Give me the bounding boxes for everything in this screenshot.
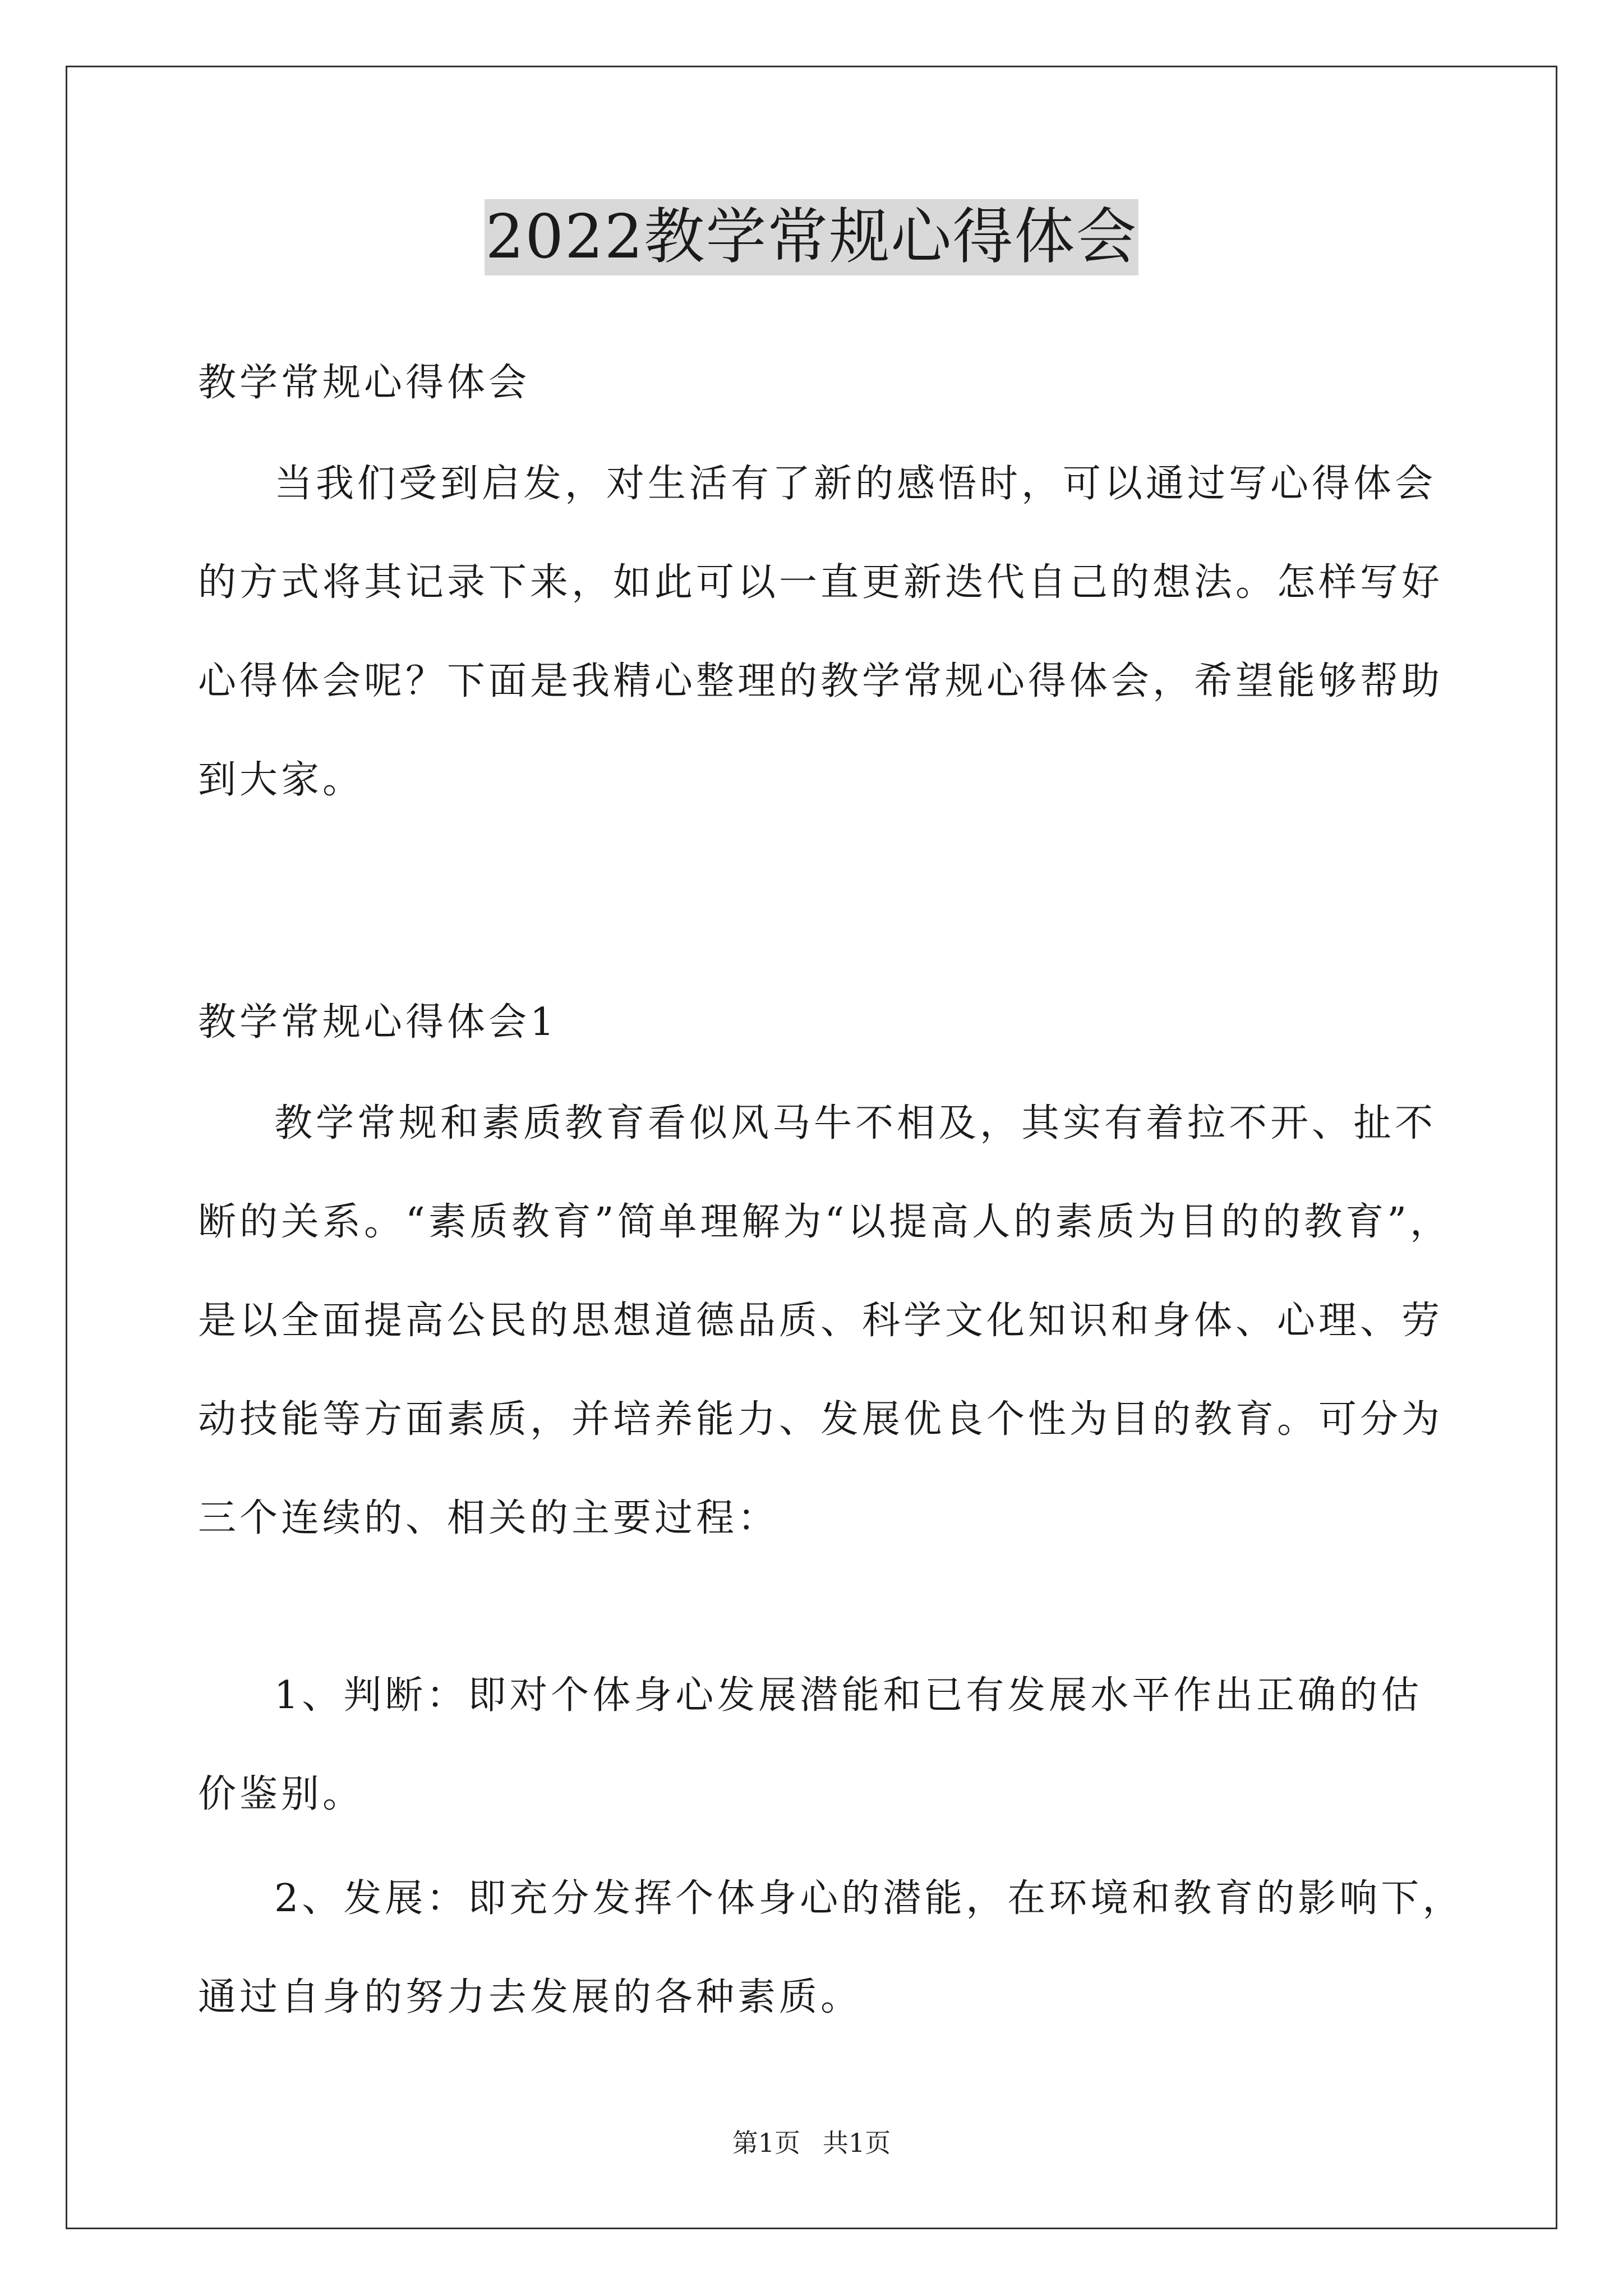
section1-paragraph-cont <box>198 1173 1454 1568</box>
item2-line-2: 通过自身的努力去发展的各种素质。 <box>198 1975 863 2019</box>
section1-line-5: 三个连续的、相关的主要过程： <box>198 1496 780 1540</box>
section-heading-1: 教学常规心得体会1 <box>198 1000 558 1045</box>
intro-paragraph-cont <box>198 533 1454 830</box>
title-container <box>0 199 1623 275</box>
list-item-2-cont <box>198 1948 1454 2047</box>
intro-line-1: 当我们受到启发，对生活有了新的感悟时，可以通过写心得体会 <box>274 462 1437 506</box>
list-item-2 <box>198 1849 1464 1948</box>
item2-line-1: 2、发展：即充分发挥个体身心的潜能，在环境和教育的影响下， <box>274 1876 1464 1921</box>
intro-line-2: 的方式将其记录下来，如此可以一直更新迭代自己的想法。怎样写好 <box>198 560 1444 605</box>
item1-line-1: 1、判断：即对个体身心发展潜能和已有发展水平作出正确的估 <box>274 1673 1423 1718</box>
section1-line-4: 动技能等方面素质，并培养能力、发展优良个性为目的教育。可分为 <box>198 1397 1444 1442</box>
item1-line-2: 价鉴别。 <box>198 1772 365 1816</box>
document-subtitle: 教学常规心得体会 <box>198 361 531 405</box>
page-footer <box>0 2126 1623 2160</box>
list-item-1 <box>198 1646 1454 1745</box>
document-title: 2022教学常规心得体会 <box>485 199 1139 275</box>
intro-line-4: 到大家。 <box>198 758 365 802</box>
list-item-1-cont <box>198 1745 1454 1844</box>
intro-paragraph <box>198 435 1454 533</box>
section1-line-1: 教学常规和素质教育看似风马牛不相及，其实有着拉不开、扯不 <box>274 1101 1437 1145</box>
page-number-current: 第1页 <box>732 2128 800 2158</box>
section1-paragraph <box>198 1074 1454 1173</box>
section1-line-3: 是以全面提高公民的思想道德品质、科学文化知识和身体、心理、劳 <box>198 1299 1444 1343</box>
section1-line-2: 断的关系。“素质教育”简单理解为“以提高人的素质为目的的教育”， <box>198 1200 1452 1244</box>
intro-line-3: 心得体会呢？下面是我精心整理的教学常规心得体会，希望能够帮助 <box>198 659 1444 703</box>
page-number-total: 共1页 <box>823 2128 891 2158</box>
